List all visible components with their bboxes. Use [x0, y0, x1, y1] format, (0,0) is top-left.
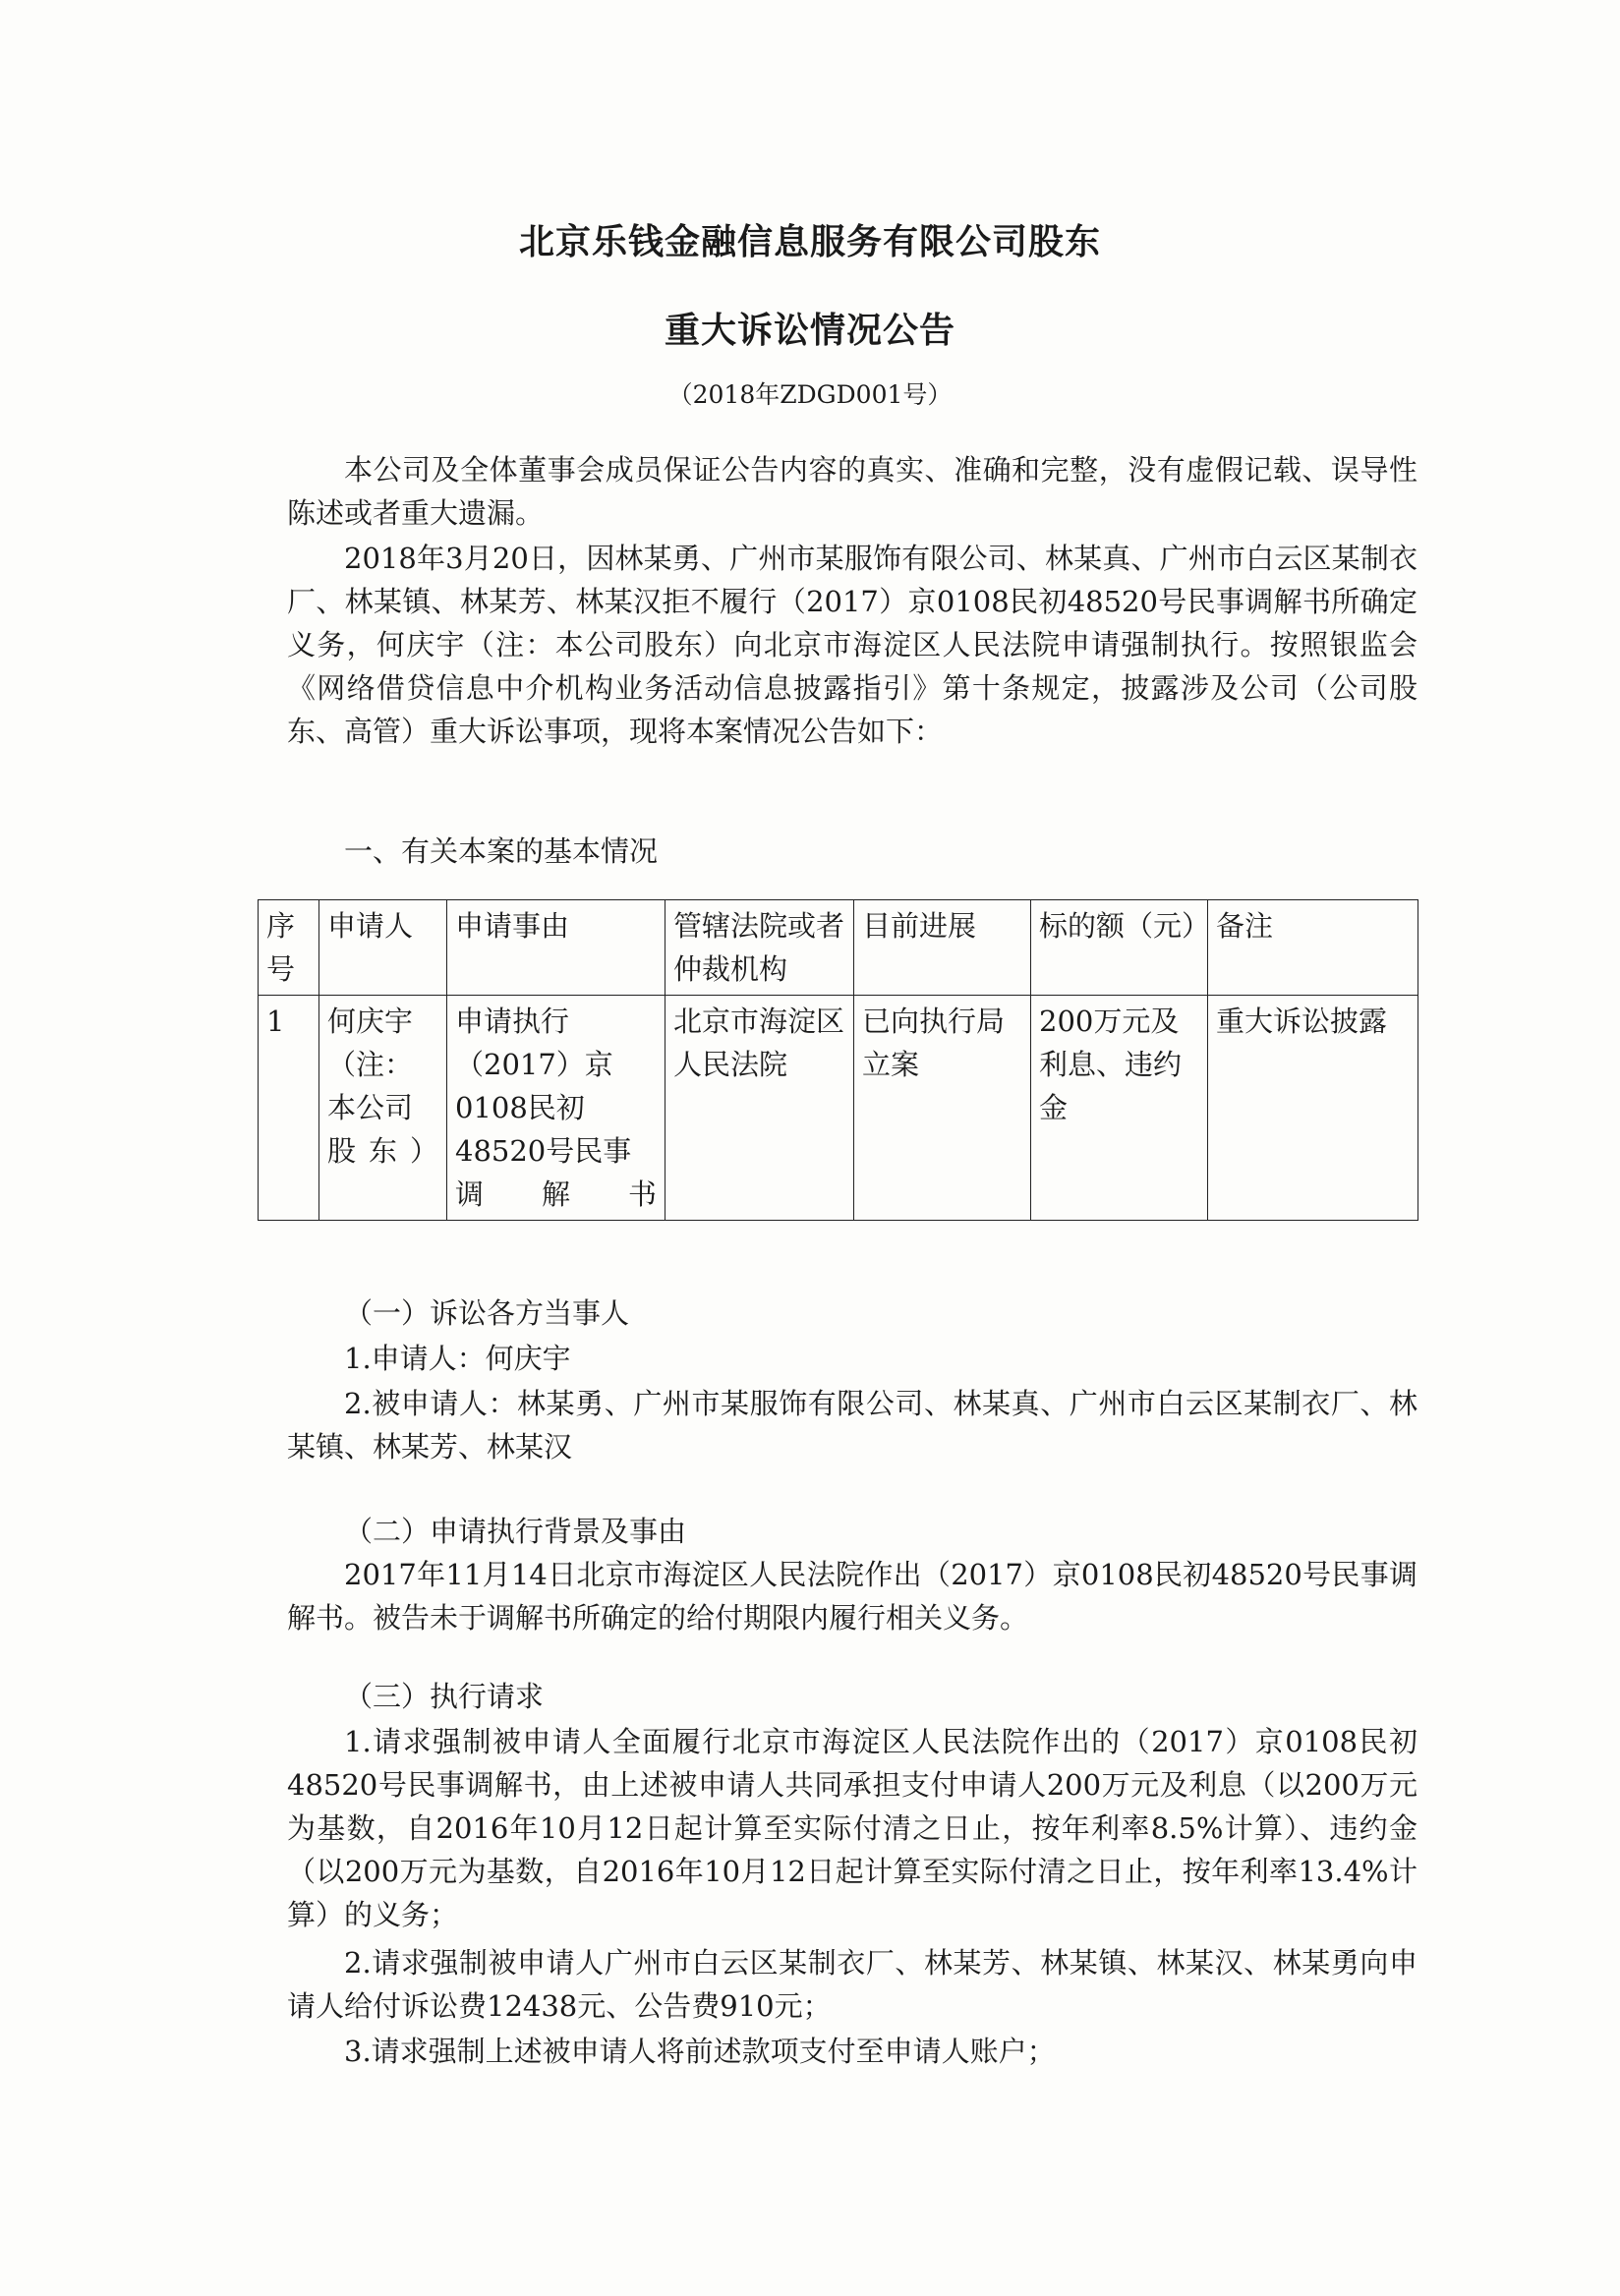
table-header-row — [259, 900, 1418, 996]
background-heading: （二）申请执行背景及事由 — [344, 1515, 687, 1548]
cell-applicant: 何庆宇（注：本公司股东） — [319, 996, 447, 1221]
cell-index: 1 — [259, 996, 319, 1221]
background-text: 2017年11月14日北京市海淀区人民法院作出（2017）京0108民初48520号民事调解书。被告未于调解书所确定的给付期限内履行相关义务。 — [287, 1558, 1418, 1635]
case-table — [258, 899, 1418, 1221]
cell-amount: 200万元及利息、违约金 — [1031, 996, 1208, 1221]
header-remarks: 备注 — [1208, 900, 1418, 996]
requests-heading: （三）执行请求 — [344, 1680, 545, 1713]
request-item-3: 3.请求强制上述被申请人将前述款项支付至申请人账户； — [344, 2035, 1056, 2068]
document-subtitle: 重大诉讼情况公告 — [664, 310, 955, 351]
document-number: （2018年ZDGD001号） — [667, 380, 953, 409]
header-court: 管辖法院或者仲裁机构 — [665, 900, 854, 996]
parties-heading: （一）诉讼各方当事人 — [344, 1296, 630, 1330]
cell-court: 北京市海淀区人民法院 — [665, 996, 854, 1221]
party-respondents: 2.被申请人：林某勇、广州市某服饰有限公司、林某真、广州市白云区某制衣厂、林某镇、林某芳、林某汉 — [287, 1387, 1418, 1464]
header-applicant: 申请人 — [319, 900, 447, 996]
cell-remarks: 重大诉讼披露 — [1208, 996, 1418, 1221]
cell-progress: 已向执行局立案 — [854, 996, 1031, 1221]
header-index: 序号 — [259, 900, 319, 996]
case-summary-paragraph: 2018年3月20日，因林某勇、广州市某服饰有限公司、林某真、广州市白云区某制衣厂、林某镇、林某芳、林某汉拒不履行（2017）京0108民初48520号民事调解书所确定义务，何庆宇（注：本公司股东）向北京市海淀区人民法院申请强制执行。按照银监会《网络借贷信息中介机构业务活动信息披露指引》第十条规定，披露涉及公司（公司股东、高管）重大诉讼事项，现将本案情况公告如下： — [287, 542, 1418, 748]
party-applicant: 1.申请人：何庆宇 — [344, 1342, 571, 1375]
document-title: 北京乐钱金融信息服务有限公司股东 — [518, 221, 1101, 262]
header-reason: 申请事由 — [447, 900, 665, 996]
header-progress: 目前进展 — [854, 900, 1031, 996]
header-amount: 标的额（元） — [1031, 900, 1208, 996]
table-row — [259, 996, 1418, 1221]
cell-reason: 申请执行（2017）京0108民初48520号民事调解书 — [447, 996, 665, 1221]
request-item-2: 2.请求强制被申请人广州市白云区某制衣厂、林某芳、林某镇、林某汉、林某勇向申请人给付诉讼费12438元、公告费910元； — [287, 1946, 1418, 2023]
statement-paragraph: 本公司及全体董事会成员保证公告内容的真实、准确和完整，没有虚假记载、误导性陈述或者重大遗漏。 — [287, 453, 1418, 530]
request-item-1: 1.请求强制被申请人全面履行北京市海淀区人民法院作出的（2017）京0108民初48520号民事调解书，由上述被申请人共同承担支付申请人200万元及利息（以200万元为基数，自2016年10月12日起计算至实际付清之日止，按年利率8.5%计算）、违约金（以200万元为基数，自2016年10月12日起计算至实际付清之日止，按年利率13.4%计算）的义务； — [287, 1725, 1418, 1931]
section-heading-basic-info: 一、有关本案的基本情况 — [344, 834, 659, 868]
